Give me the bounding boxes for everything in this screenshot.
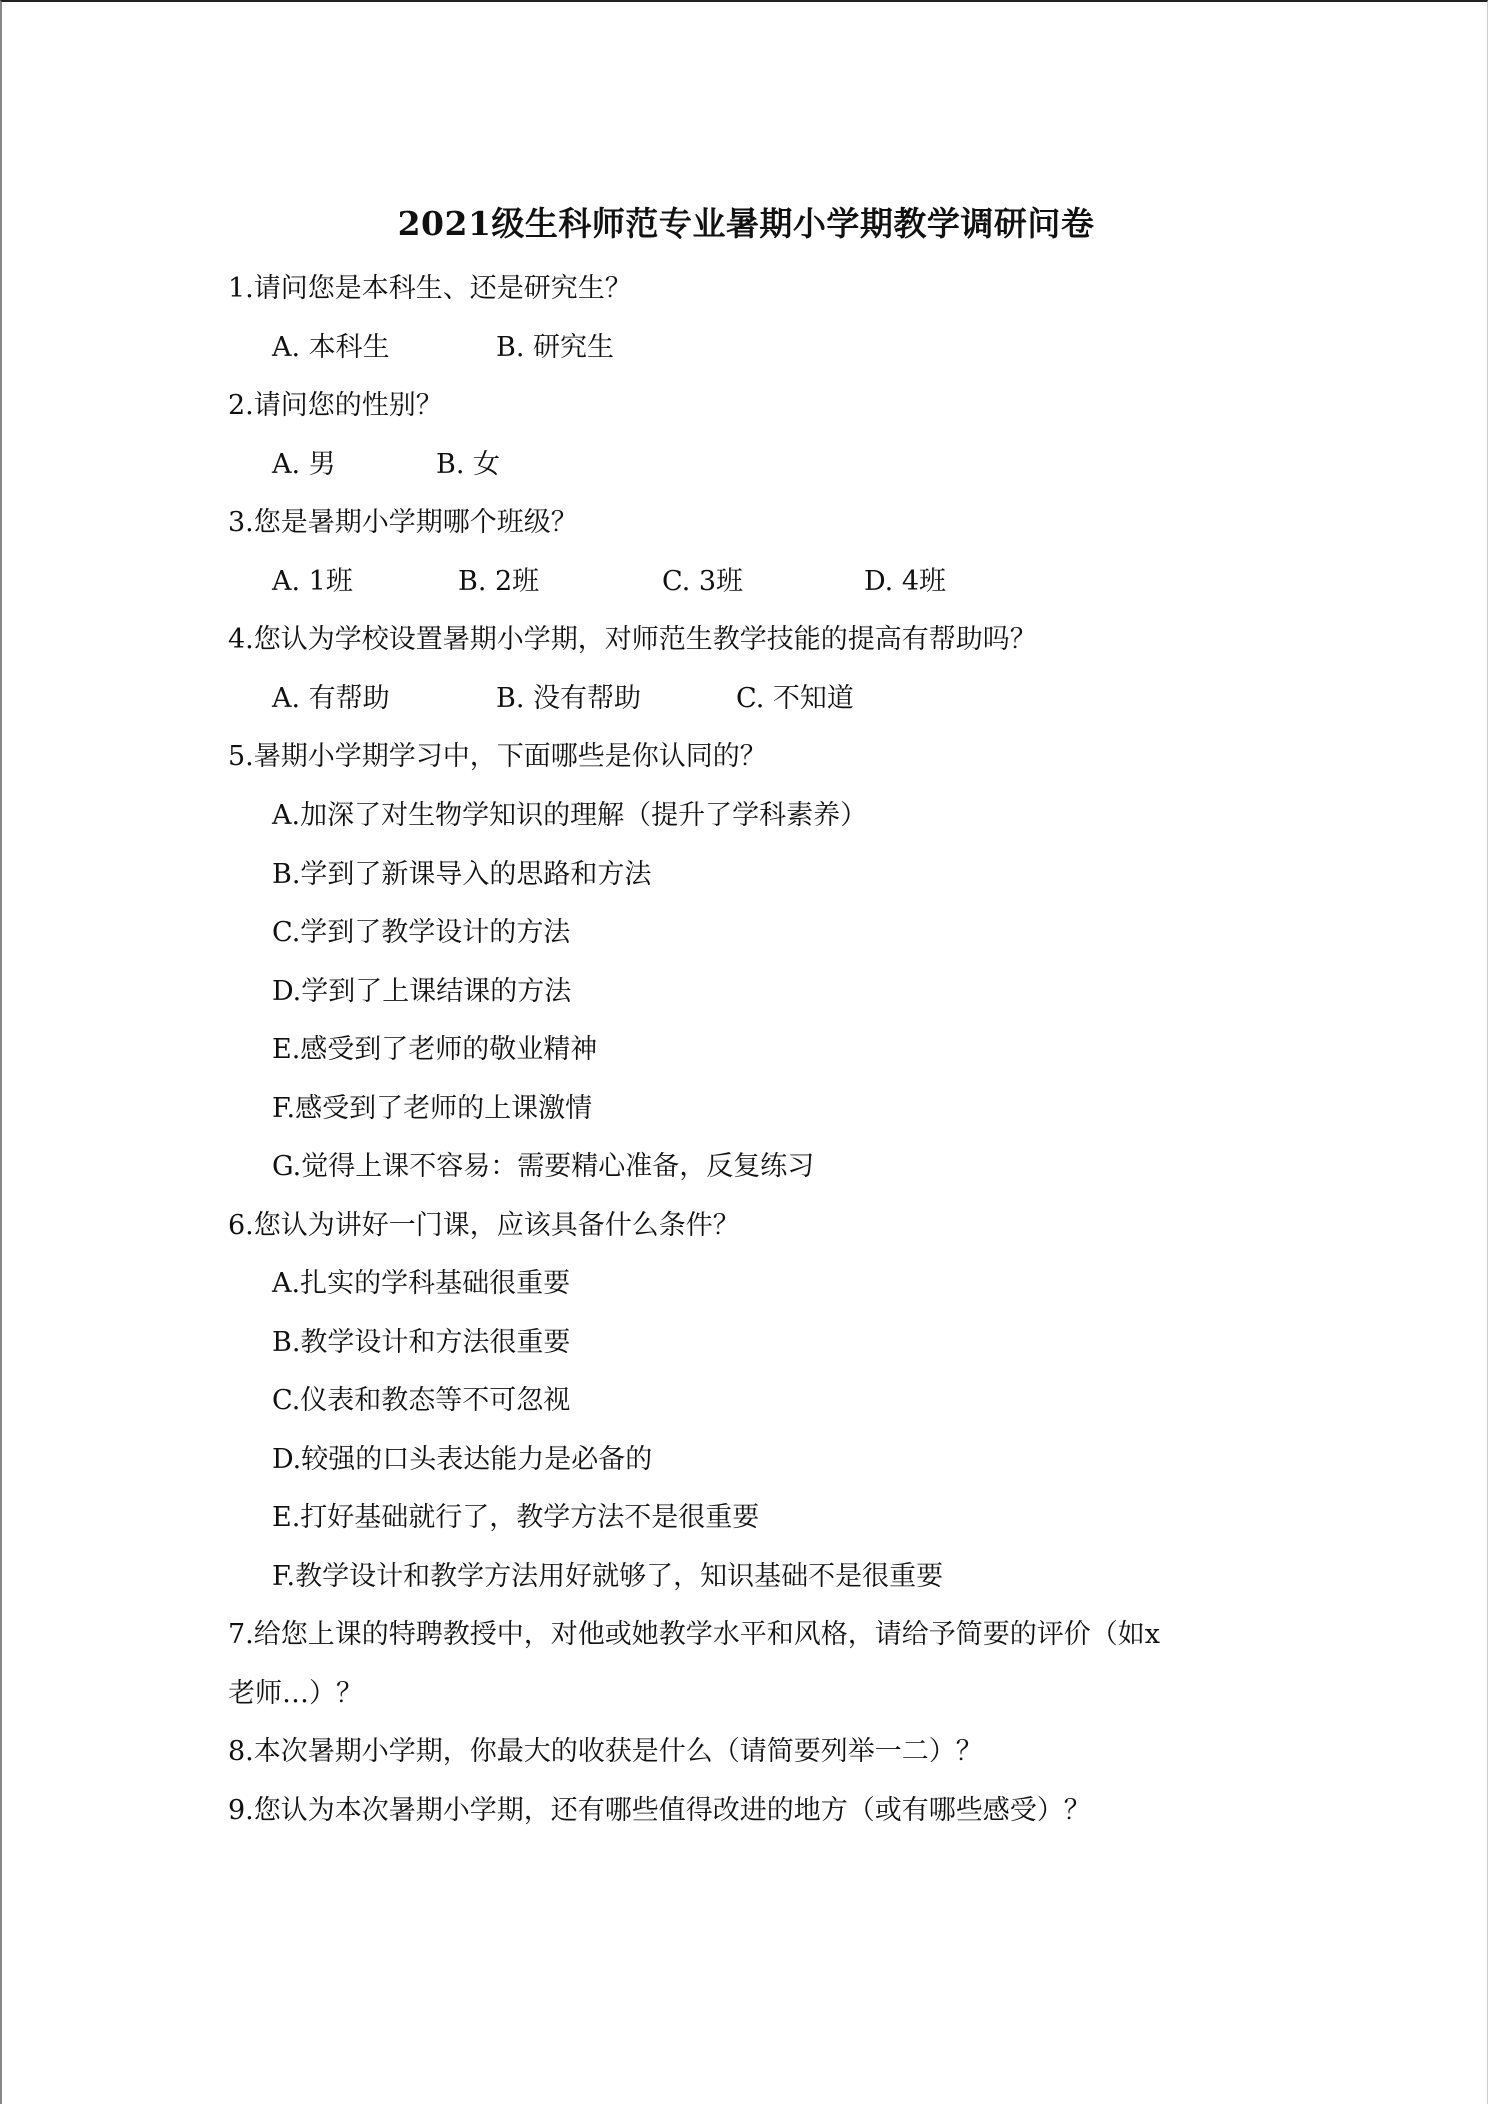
- q2-option-a: A. 男: [272, 449, 336, 480]
- q5-option-f: F.感受到了老师的上课激情: [272, 1093, 593, 1124]
- q3-option-a: A. 1班: [272, 566, 353, 597]
- q5-option-b: B.学到了新课导入的思路和方法: [272, 859, 652, 890]
- question-9: 9.您认为本次暑期小学期，还有哪些值得改进的地方（或有哪些感受）？: [228, 1795, 1091, 1826]
- q2-option-b: B. 女: [436, 449, 501, 480]
- q5-option-a: A.加深了对生物学知识的理解（提升了学科素养）: [272, 800, 868, 831]
- q6-option-b: B.教学设计和方法很重要: [272, 1327, 571, 1358]
- q6-option-e: E.打好基础就行了，教学方法不是很重要: [272, 1502, 760, 1533]
- question-7-line-1: 7.给您上课的特聘教授中，对他或她教学水平和风格，请给予简要的评价（如x: [228, 1619, 1160, 1650]
- question-4: 4.您认为学校设置暑期小学期，对师范生教学技能的提高有帮助吗？: [228, 624, 1037, 655]
- q1-option-b: B. 研究生: [496, 332, 615, 363]
- question-5: 5.暑期小学期学习中，下面哪些是你认同的？: [228, 741, 767, 772]
- q5-option-g: G.觉得上课不容易：需要精心准备，反复练习: [272, 1151, 815, 1182]
- question-3: 3.您是暑期小学期哪个班级？: [228, 507, 578, 538]
- q3-option-b: B. 2班: [458, 566, 540, 597]
- q3-option-c: C. 3班: [662, 566, 744, 597]
- q4-option-c: C. 不知道: [736, 683, 854, 714]
- q6-option-f: F.教学设计和教学方法用好就够了，知识基础不是很重要: [272, 1561, 944, 1592]
- q4-option-b: B. 没有帮助: [496, 683, 642, 714]
- question-6: 6.您认为讲好一门课，应该具备什么条件？: [228, 1210, 740, 1241]
- q4-option-a: A. 有帮助: [272, 683, 390, 714]
- question-1: 1.请问您是本科生、还是研究生？: [228, 273, 632, 304]
- q5-option-e: E.感受到了老师的敬业精神: [272, 1034, 598, 1065]
- q3-option-d: D. 4班: [864, 566, 947, 597]
- q6-option-d: D.较强的口头表达能力是必备的: [272, 1444, 653, 1475]
- question-8: 8.本次暑期小学期，你最大的收获是什么（请简要列举一二）？: [228, 1736, 983, 1767]
- q1-option-a: A. 本科生: [272, 332, 390, 363]
- q5-option-c: C.学到了教学设计的方法: [272, 917, 571, 948]
- question-2: 2.请问您的性别？: [228, 390, 443, 421]
- q6-option-c: C.仪表和教态等不可忽视: [272, 1385, 571, 1416]
- q5-option-d: D.学到了上课结课的方法: [272, 976, 572, 1007]
- q6-option-a: A.扎实的学科基础很重要: [272, 1268, 571, 1299]
- document-title: 2021级生科师范专业暑期小学期教学调研问卷: [397, 204, 1095, 243]
- question-7-line-2: 老师…）？: [228, 1678, 363, 1709]
